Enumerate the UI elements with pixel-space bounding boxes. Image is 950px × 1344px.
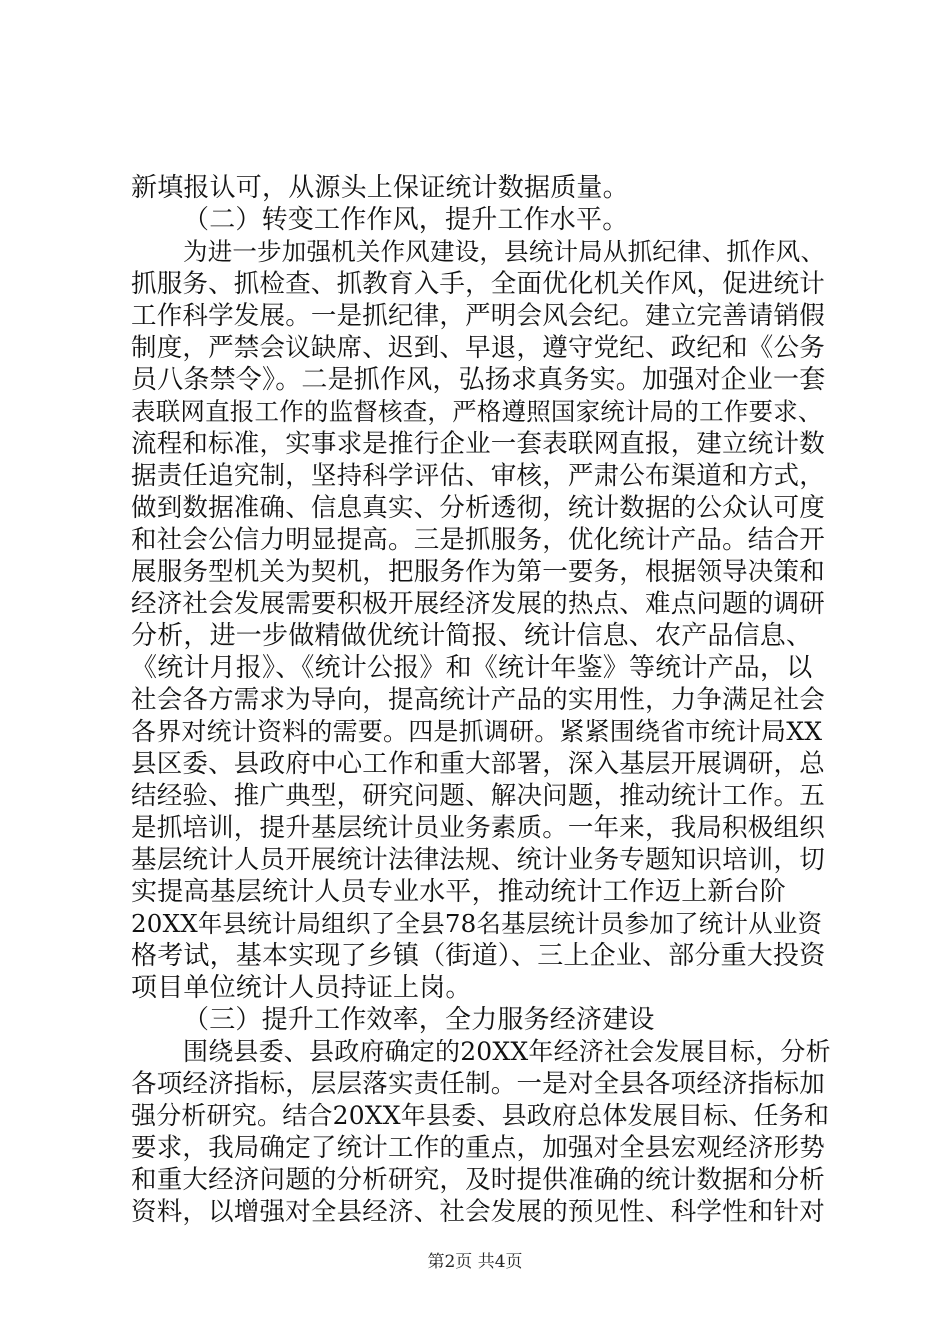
text-line: （二）转变工作作风，提升工作水平。 <box>183 205 629 235</box>
text-line: 做到数据准确、信息真实、分析透彻，统计数据的公众认可度 <box>131 493 825 523</box>
text-line: 《统计月报》、《统计公报》和《统计年鉴》等统计产品，以 <box>131 653 813 683</box>
text-line: 要求，我局确定了统计工作的重点，加强对全县宏观经济形势 <box>131 1133 825 1163</box>
text-line: 20XX年县统计局组织了全县78名基层统计员参加了统计从业资 <box>131 909 823 938</box>
text-line: 为进一步加强机关作风建设，县统计局从抓纪律、抓作风、 <box>183 237 826 266</box>
text-line: 和社会公信力明显提高。三是抓服务，优化统计产品。结合开 <box>131 525 825 555</box>
text-line: 项目单位统计人员持证上岗。 <box>131 973 472 1003</box>
text-line: 各项经济指标，层层落实责任制。一是对全县各项经济指标加 <box>131 1069 825 1099</box>
text-line: 抓服务、抓检查、抓教育入手，全面优化机关作风，促进统计 <box>131 269 825 299</box>
text-line: 结经验、推广典型，研究问题、解决问题，推动统计工作。五 <box>131 781 825 811</box>
text-line: 围绕县委、县政府确定的20XX年经济社会发展目标，分析 <box>183 1037 831 1066</box>
text-line: 工作科学发展。一是抓纪律，严明会风会纪。建立完善请销假 <box>131 301 825 331</box>
text-line: 是抓培训，提升基层统计员业务素质。一年来，我局积极组织 <box>131 813 825 843</box>
text-line: 各界对统计资料的需要。四是抓调研。紧紧围绕省市统计局XX <box>131 717 823 746</box>
text-line: 实提高基层统计人员专业水平，推动统计工作迈上新台阶 <box>131 877 787 907</box>
text-line: 制度，严禁会议缺席、迟到、早退，遵守党纪、政纪和《公务 <box>131 333 825 363</box>
text-line: 分析，进一步做精做优统计简报、统计信息、农产品信息、 <box>131 621 813 651</box>
text-line: 县区委、县政府中心工作和重大部署，深入基层开展调研，总 <box>131 749 825 779</box>
text-line: 社会各方需求为导向，提高统计产品的实用性，力争满足社会 <box>131 685 825 715</box>
text-line: 新填报认可，从源头上保证统计数据质量。 <box>131 173 629 203</box>
text-line: 格考试，基本实现了乡镇（街道）、三上企业、部分重大投资 <box>131 941 826 971</box>
page-footer: 第2页 共4页 <box>427 1252 523 1272</box>
text-line: 和重大经济问题的分析研究，及时提供准确的统计数据和分析 <box>131 1165 825 1195</box>
text-line: 基层统计人员开展统计法律法规、统计业务专题知识培训，切 <box>131 845 825 875</box>
text-line: 据责任追究制，坚持科学评估、审核，严肃公布渠道和方式， <box>131 461 825 491</box>
text-line: 表联网直报工作的监督核查，严格遵照国家统计局的工作要求、 <box>131 397 823 426</box>
text-line: 展服务型机关为契机，把服务作为第一要务，根据领导决策和 <box>131 557 825 587</box>
text-line: 员八条禁令》。二是抓作风，弘扬求真务实。加强对企业一套 <box>131 365 826 395</box>
text-line: 流程和标准，实事求是推行企业一套表联网直报，建立统计数 <box>131 429 825 459</box>
text-line: 经济社会发展需要积极开展经济发展的热点、难点问题的调研 <box>131 589 825 619</box>
text-line: （三）提升工作效率，全力服务经济建设 <box>183 1005 655 1035</box>
document-body <box>131 172 831 1228</box>
text-line: 强分析研究。结合20XX年县委、县政府总体发展目标、任务和 <box>131 1101 830 1130</box>
text-line: 资料，以增强对全县经济、社会发展的预见性、科学性和针对 <box>131 1197 825 1227</box>
